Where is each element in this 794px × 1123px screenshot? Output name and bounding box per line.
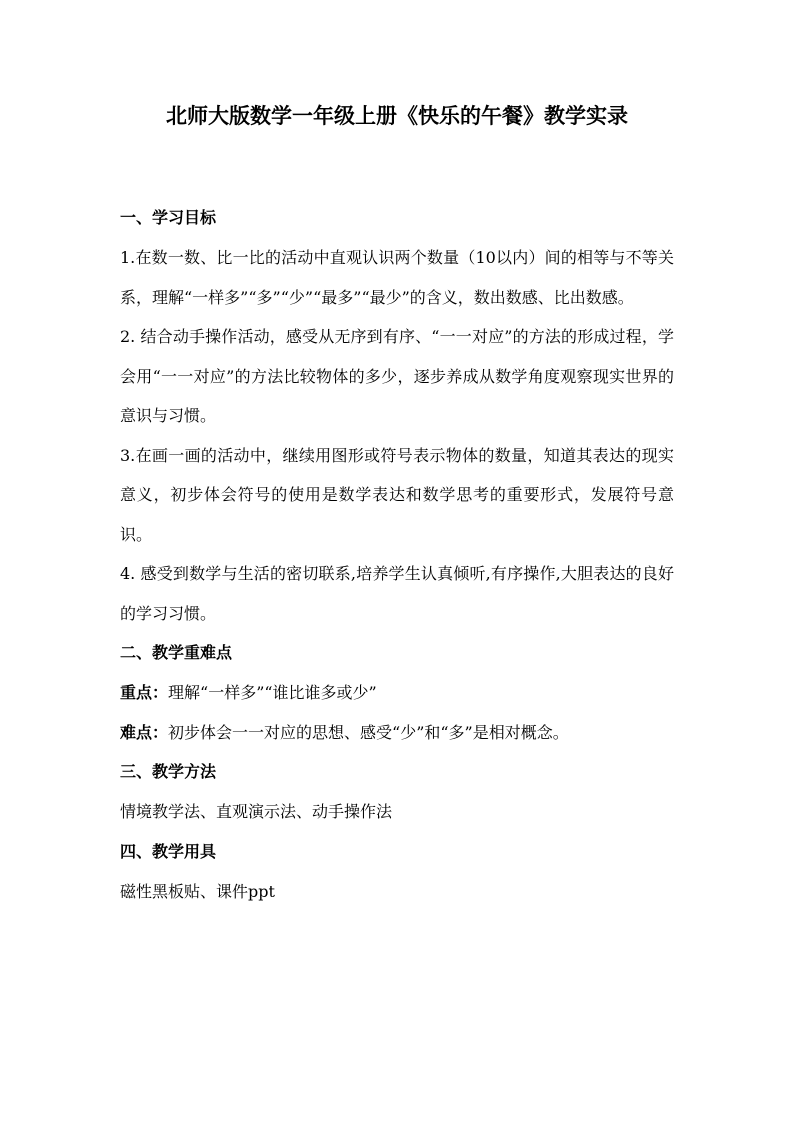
methods-text: 情境教学法、直观演示法、动手操作法: [120, 802, 393, 821]
focus-label: 重点：: [120, 683, 169, 702]
goal-item-3: 3.在画一画的活动中，继续用图形或符号表示物体的数量，知道其表达的现实意义，初步体会符号的使用是数学表达和数学思考的重要形式，发展符号意识。: [120, 445, 674, 544]
section-heading-key-points: 二、教学重难点: [120, 643, 233, 662]
section-heading-goals: 一、学习目标: [120, 208, 217, 227]
tools-text: 磁性黑板贴、课件ppt: [120, 881, 275, 901]
goal-item-4: 4. 感受到数学与生活的密切联系,培养学生认真倾听,有序操作,大胆表达的良好的学习习惯。: [120, 564, 674, 623]
focus-text: 理解“一样多”“谁比谁多或少”: [168, 683, 377, 702]
section-heading-tools: 四、教学用具: [120, 841, 217, 861]
difficulty-label: 难点：: [120, 722, 169, 742]
document-title: 北师大版数学一年级上册《快乐的午餐》教学实录: [166, 104, 628, 128]
focus-paragraph: [120, 673, 674, 713]
document-body: [120, 198, 674, 911]
difficulty-text: 初步体会一一对应的思想、感受“少”和“多”是相对概念。: [168, 722, 569, 742]
section-heading-methods: 三、教学方法: [120, 762, 217, 781]
difficulty-paragraph: [120, 713, 674, 753]
goal-item-1: 1.在数一数、比一比的活动中直观认识两个数量（10以内）间的相等与不等关系，理解“一样多”“多”“少”“最多”“最少”的含义，数出数感、比出数感。: [120, 248, 674, 307]
goal-item-2: 2. 结合动手操作活动，感受从无序到有序、“一一对应”的方法的形成过程，学会用“一一对应”的方法比较物体的多少，逐步养成从数学角度观察现实世界的意识与习惯。: [120, 327, 674, 425]
